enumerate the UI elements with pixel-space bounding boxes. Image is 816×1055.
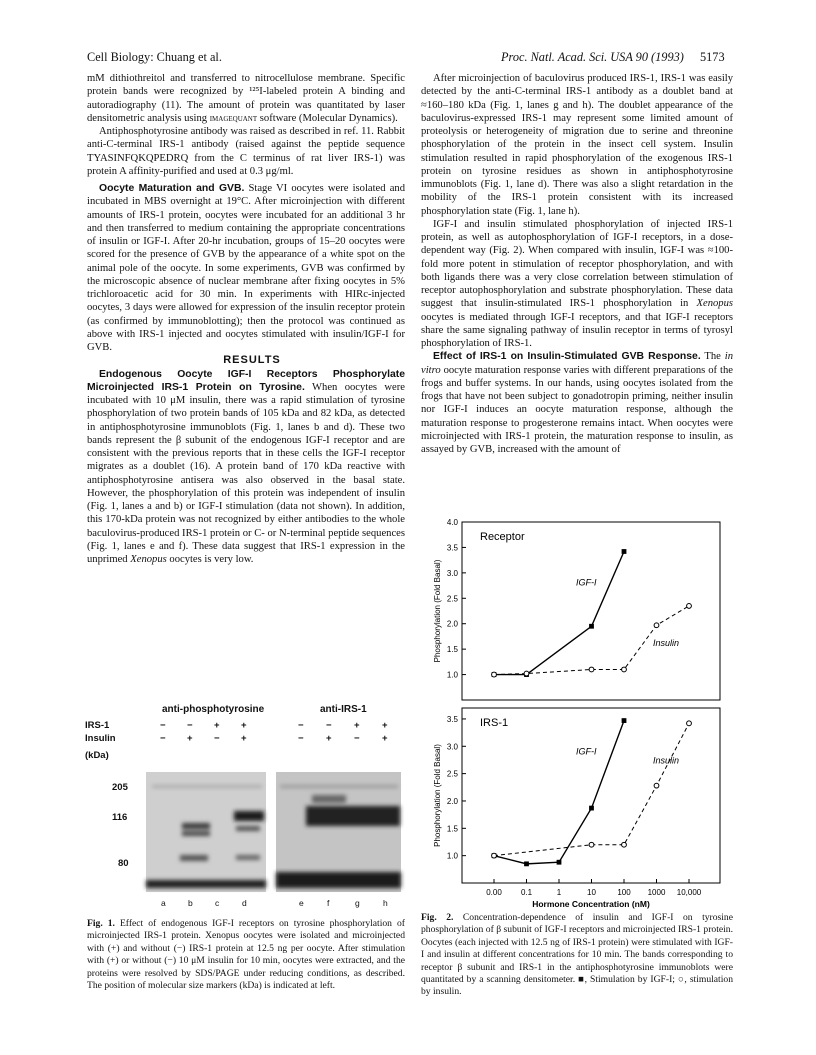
- y-axis-label: Phosphorylation (Fold Basal): [433, 559, 442, 663]
- y-tick-label: 2.5: [446, 594, 458, 604]
- figure-2-charts: [420, 510, 740, 910]
- irs1-sign: +: [214, 720, 220, 731]
- right-column: [421, 72, 733, 456]
- point-igf1: [622, 549, 627, 554]
- point-insulin: [654, 623, 659, 628]
- paragraph-irs1-detection: After microinjection of baculovirus produced IRS-1, IRS-1 was easily detected by the anti-C-terminal IRS-1 antibody as a doublet band at ≈160–180 kDa (Fig. 1, lanes g and h). The doublet appearance of the baculovirus-expressed IRS-1 may represent some limited amount of proteolysis or heterogeneity of migration due to serine and threonine phosphorylation of the protein in the insect cell system. Insulin stimulation resulted in rapid phosphorylation of the exogenous IRS-1 protein on tyrosine residues as shown in antiphosphotyrosine immunoblots (Fig. 1, lane d). There was also a slight retardation in the mobility of the IRS-1 protein consistent with its increased phosphorylation state (Fig. 1, lane h).: [421, 73, 733, 217]
- point-insulin: [524, 671, 529, 676]
- point-insulin: [622, 842, 627, 847]
- lane-label-c: c: [215, 898, 220, 908]
- insulin-sign: −: [298, 733, 304, 744]
- point-insulin: [589, 842, 594, 847]
- point-igf1: [589, 624, 594, 629]
- y-tick-label: 3.5: [446, 714, 458, 724]
- point-igf1: [557, 860, 562, 865]
- x-tick-label: 10,000: [676, 888, 702, 897]
- series-line-igf-i: [494, 721, 624, 864]
- insulin-sign: −: [214, 733, 220, 744]
- y-tick-label: 3.5: [446, 543, 458, 553]
- point-igf1: [622, 718, 627, 723]
- point-insulin: [492, 853, 497, 858]
- insulin-sign: +: [187, 733, 193, 744]
- point-insulin: [687, 604, 692, 609]
- point-igf1: [589, 806, 594, 811]
- series-label-igf-i: IGF-I: [576, 577, 597, 588]
- point-insulin: [589, 667, 594, 672]
- figure-1: [80, 700, 410, 915]
- x-tick-label: 0.00: [486, 888, 502, 897]
- fig1-title-anti-irs1: anti-IRS-1: [320, 704, 367, 715]
- fig1-row-irs1: IRS-1: [85, 720, 110, 731]
- irs1-sign: +: [354, 720, 360, 731]
- left-column: [87, 72, 405, 566]
- lane-label-g: g: [355, 898, 360, 908]
- lane-label-h: h: [383, 898, 388, 908]
- irs1-sign: −: [160, 720, 166, 731]
- paragraph-endogenous-receptors: Endogenous Oocyte IGF-I Receptors Phosphorylate Microinjected IRS-1 Protein on Tyrosine. When oocytes were incubated with 10 μM insulin, there was a rapid stimulation of tyrosine phosphorylation of two protein bands of 105 kDa and 82 kDa, as detected in antiphosphotyrosine immunoblots (Fig. 1, lanes b and d). These two bands represent the β subunit of the endogenous IGF-I receptor and are consistent with the previous reports that in these cells the IGF-I receptor migrates as a doublet (16). A protein band of 170 kDa reactive with antiphosphotyrosine antisera was also observed in the basal state. However, the phosphorylation of this protein was independent of insulin (Fig. 1, lanes a and b) or IGF-I stimulation (data not shown). In addition, this 170-kDa protein was not recognized by either antibodies to the whole baculovirus-produced IRS-1 protein or C- or N-terminal peptide sequences (Fig. 1, lanes e and f). These data suggest that IRS-1 expression in the unprimed Xenopus oocytes is very low.: [87, 368, 405, 565]
- insulin-sign: −: [160, 733, 166, 744]
- point-insulin: [654, 783, 659, 788]
- running-head-right: Proc. Natl. Acad. Sci. USA 90 (1993): [501, 50, 684, 64]
- chart-title: IRS-1: [480, 717, 509, 729]
- series-label-insulin: Insulin: [653, 755, 680, 766]
- x-tick-label: 1000: [647, 888, 666, 897]
- fig1-kda-label: (kDa): [85, 750, 109, 761]
- y-tick-label: 3.0: [446, 568, 458, 578]
- gel-image: [80, 700, 410, 915]
- lane-label-e: e: [299, 898, 304, 908]
- x-tick-label: 0.1: [520, 888, 533, 897]
- lane-label-a: a: [161, 898, 166, 908]
- insulin-sign: −: [354, 733, 360, 744]
- irs1-sign: +: [241, 720, 247, 731]
- irs1-sign: −: [298, 720, 304, 731]
- series-label-insulin: Insulin: [653, 637, 680, 648]
- x-axis-label: Hormone Concentration (nM): [532, 899, 650, 909]
- x-tick-label: 100: [617, 888, 631, 897]
- paragraph-dose-dependence: IGF-I and insulin stimulated phosphorylation of injected IRS-1 protein, as well as autophosphorylation of IGF-I receptors, in a dose-dependent way (Fig. 2). When compared with insulin, IGF-I was ≈100-fold more potent in stimulation of receptor phosphorylation, and with both ligands there was a very close correlation between stimulation of receptor autophosphorylation and substrate phosphorylation. These data suggest that insulin-stimulated IRS-1 phosphorylation in Xenopus oocytes is mediated through IGF-I receptors, and that IGF-I receptors share the same signaling pathway of insulin receptor in terms of tyrosyl phosphorylation of IRS-1.: [421, 218, 733, 349]
- y-tick-label: 1.5: [446, 645, 458, 655]
- fig2-caption: Fig. 2. Concentration-dependence of insulin and IGF-I on tyrosine phosphorylation of β subunit of IGF-I receptors and microinjected IRS-1 protein. Oocytes (each injected with 12.5 ng of IRS-1 protein) were stimulated with IGF-I and insulin at different concentrations for 10 min. The bands corresponding to receptor β subunit and IRS-1 in the antiphosphotyrosine immunoblots were quantitated by a scanning densitometer. ■, Stimulation by IGF-I; ○, stimulation by insulin.: [421, 912, 733, 998]
- point-igf1: [524, 861, 529, 866]
- point-insulin: [622, 667, 627, 672]
- marker-116: 116: [112, 812, 128, 823]
- marker-80: 80: [118, 858, 129, 869]
- paragraph-antibody: Antiphosphotyrosine antibody was raised as described in ref. 11. Rabbit anti-C-terminal IRS-1 antibody (raised against the peptide sequence TYASINFQKQPEDRQ from the C terminus of rat liver IRS-1) was protein A affinity-purified and used at 0.3 μg/ml.: [87, 126, 405, 177]
- point-insulin: [492, 672, 497, 677]
- y-tick-label: 1.5: [446, 824, 458, 834]
- irs1-sign: −: [326, 720, 332, 731]
- irs1-sign: +: [382, 720, 388, 731]
- insulin-sign: +: [382, 733, 388, 744]
- y-tick-label: 1.0: [446, 851, 458, 861]
- insulin-sign: +: [326, 733, 332, 744]
- y-tick-label: 2.0: [446, 796, 458, 806]
- paragraph-oocyte-maturation: Oocyte Maturation and GVB. Stage VI oocytes were isolated and incubated in MBS overnight at 19°C. After microinjection with different amounts of IRS-1 protein, oocytes were incubated for an additional 3 hr and then transferred to medium containing the appropriate concentrations of insulin or IGF-I. After 20-hr incubation, groups of 15–20 oocytes were scored for the presence of GVB by the appearance of a white spot on the animal pole of the oocyte. In some experiments, GVB was confirmed by the microscopic absence of nuclear membrane after fixing oocytes in 5% trichloroacetic acid for 30 min. In experiments with HIRc-injected oocytes, 3 days were allowed for expression of the insulin receptor protein (as confirmed by immunoblotting); then the protocol was continued as above with IRS-1 injected and oocytes stimulated with insulin/IGF-I for GVB.: [87, 183, 405, 353]
- y-tick-label: 3.0: [446, 742, 458, 752]
- running-head-left: Cell Biology: Chuang et al.: [87, 50, 222, 64]
- y-axis-label: Phosphorylation (Fold Basal): [433, 744, 442, 847]
- results-heading: RESULTS: [223, 354, 281, 367]
- y-tick-label: 2.5: [446, 769, 458, 779]
- paragraph-methods-end: mM dithiothreitol and transferred to nitrocellulose membrane. Specific protein bands were recognized by ¹²⁵I-labeled protein A binding and autoradiography (11). The amount of protein was quantitated by laser densitometric analysis using imagequant software (Molecular Dynamics).: [87, 73, 405, 124]
- series-label-igf-i: IGF-I: [576, 746, 597, 757]
- lane-label-d: d: [242, 898, 247, 908]
- fig1-title-antiphosphotyrosine: anti-phosphotyrosine: [162, 704, 265, 715]
- lane-label-f: f: [327, 898, 330, 908]
- insulin-sign: +: [241, 733, 247, 744]
- fig1-caption: Fig. 1. Effect of endogenous IGF-I receptors on tyrosine phosphorylation of microinjected IRS-1 protein. Xenopus oocytes were isolated and microinjected with (+) and without (−) IRS-1 protein at 12.5 ng per oocyte. After stimulation with (+) or without (−) 10 μM insulin for 10 min, oocytes were extracted, and the proteins were resolved by SDS/PAGE under reducing conditions, as described. The position of molecular size markers (kDa) is indicated at left.: [87, 918, 405, 992]
- point-insulin: [687, 721, 692, 726]
- x-tick-label: 10: [587, 888, 596, 897]
- paragraph-gvb-response: Effect of IRS-1 on Insulin-Stimulated GVB Response. The in vitro oocyte maturation response varies with different preparations of the frogs and buffer systems. In our hands, using oocytes isolated from the frogs that have not been subject to gonadotropin priming, neither insulin nor IGF-I induces an oocyte maturation response, although the maturation response to progesterone remains intact. When oocytes were microinjected with IRS-1 protein, the maturation response to insulin, as assayed by GVB, increased with the amount of: [421, 351, 733, 455]
- marker-205: 205: [112, 782, 128, 793]
- fig1-row-insulin: Insulin: [85, 733, 116, 744]
- x-tick-label: 1: [556, 888, 562, 897]
- page-number: 5173: [700, 50, 725, 64]
- series-line-insulin: [494, 723, 689, 855]
- series-line-igf-i: [494, 551, 624, 674]
- y-tick-label: 4.0: [446, 518, 458, 527]
- irs1-sign: −: [187, 720, 193, 731]
- chart-title: Receptor: [480, 531, 525, 543]
- lane-label-b: b: [188, 898, 193, 908]
- y-tick-label: 1.0: [446, 670, 458, 680]
- y-tick-label: 2.0: [446, 619, 458, 629]
